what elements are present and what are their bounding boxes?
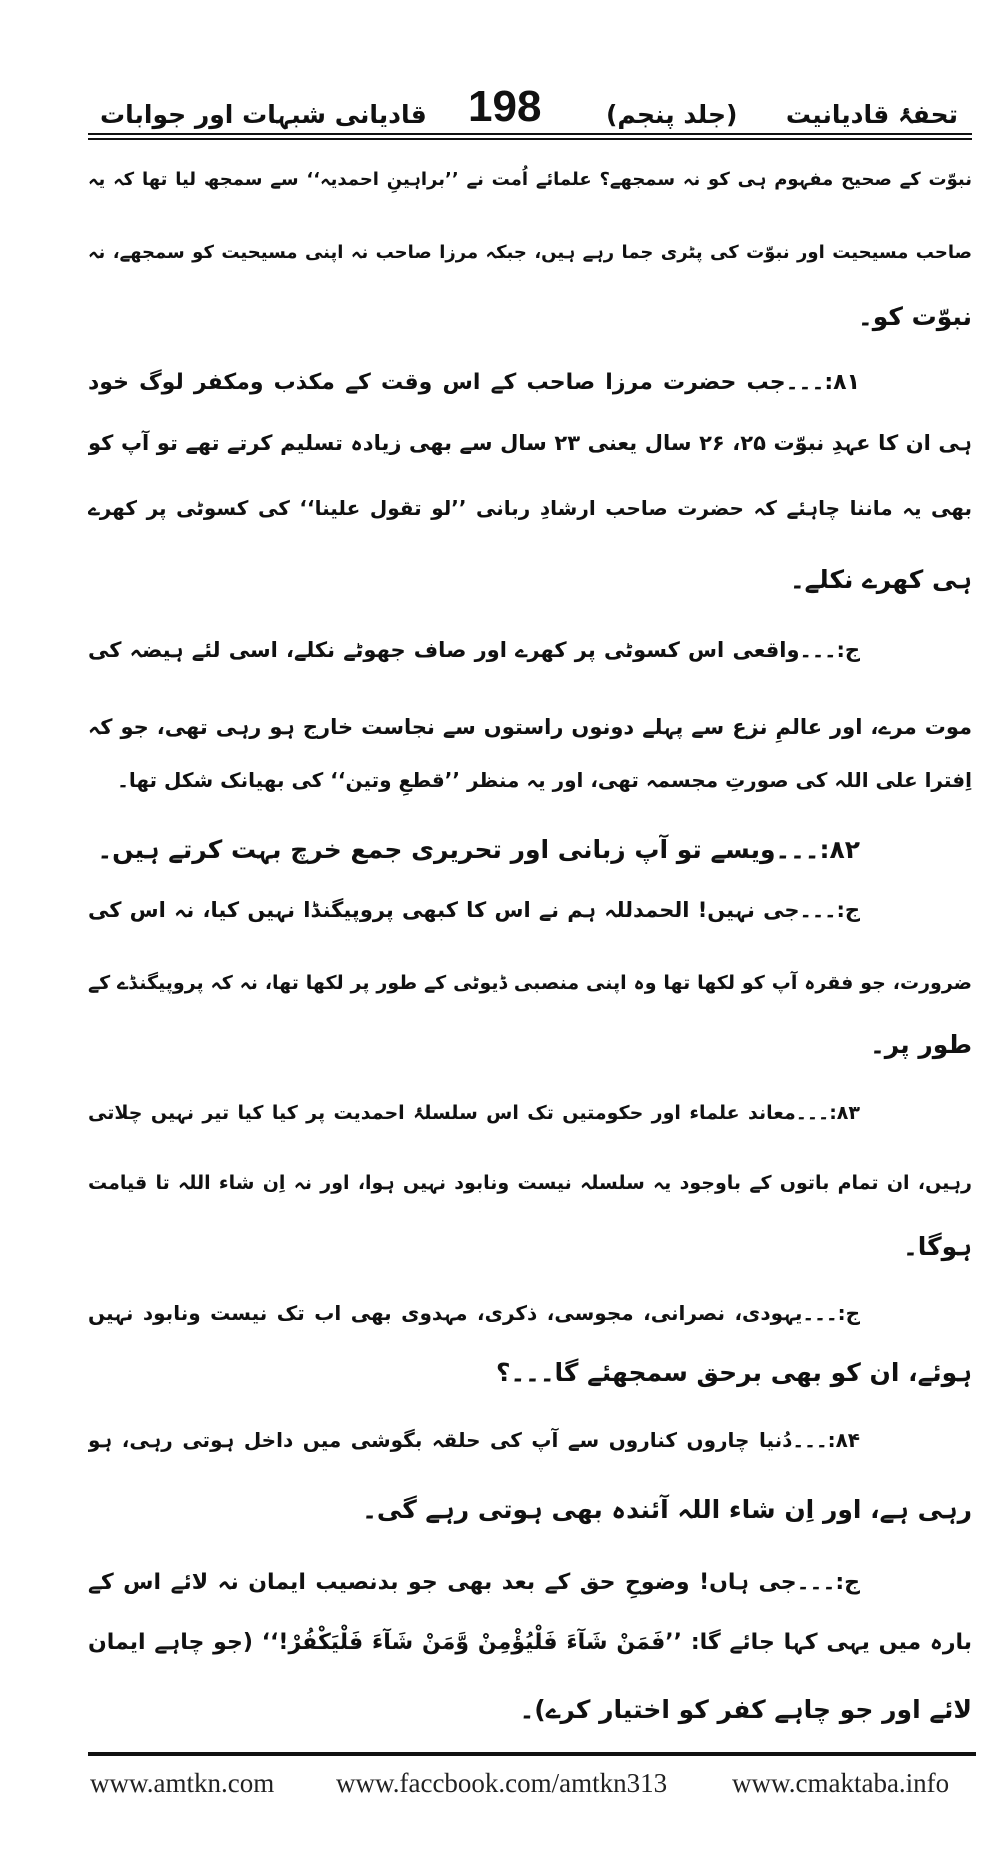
text-line: موت مرے، اور عالمِ نزع سے پہلے دونوں راستوں سے نجاست خارج ہو رہی تھی، جو کہ [88,715,972,739]
footer-link-cmaktaba[interactable]: www.cmaktaba.info [732,1768,950,1798]
text-line: ہی کھرے نکلے۔ [789,565,972,594]
text-line: ہوئے، ان کو بھی برحق سمجھئے گا۔۔۔؟ [496,1358,972,1387]
text-line: بھی یہ ماننا چاہئے کہ حضرت صاحب ارشادِ ربانی ’’لو تقول علینا‘‘ کی کسوٹی پر کھرے [88,496,972,520]
text-line: صاحب مسیحیت اور نبوّت کی پٹری جما رہے ہیں، جبکہ مرزا صاحب نہ اپنی مسیحیت کو سمجھے، نہ [88,242,972,263]
answer-81: ج:۔۔۔واقعی اس کسوٹی پر کھرے اور صاف جھوٹے نکلے، اسی لئے ہیضہ کی [88,638,860,662]
footer-link-facebook[interactable]: www.faccbook.com/amtkn313 [336,1768,668,1798]
volume-label: (جلد پنجم) [606,100,738,129]
answer-82: ج:۔۔۔جی نہیں! الحمدللہ ہم نے اس کا کبھی پروپیگنڈا نہیں کیا، نہ اس کی [88,898,860,922]
text-line: لائے اور جو چاہے کفر کو اختیار کرے)۔ [519,1695,972,1724]
text-line: نبوّت کو۔ [858,302,972,331]
footer-divider [88,1752,976,1756]
text-line: رہی ہے، اور اِن شاء اللہ آئندہ بھی ہوتی رہے گی۔ [362,1495,972,1524]
chapter-title: قادیانی شبہات اور جوابات [100,100,427,129]
answer-84: ج:۔۔۔جی ہاں! وضوحِ حق کے بعد بھی جو بدنصیب ایمان نہ لائے اس کے [88,1570,860,1595]
text-line: ہی ان کا عہدِ نبوّت ۲۵، ۲۶ سال یعنی ۲۳ سال سے بھی زیادہ تسلیم کرتے تھے تو آپ کو [88,431,972,455]
page-number: 198 [468,82,542,131]
book-title: تحفۂ قادیانیت [785,100,958,129]
question-82: ۸۲:۔۔۔ویسے تو آپ زبانی اور تحریری جمع خرچ بہت کرتے ہیں۔ [97,835,860,864]
text-line: اِفترا علی اللہ کی صورتِ مجسمہ تھی، اور یہ منظر ’’قطعِ وتین‘‘ کی بھیانک شکل تھا۔ [117,768,972,792]
text-line: ضرورت، جو فقرہ آپ کو لکھا تھا وہ اپنی منصبی ڈیوٹی کے طور پر لکھا تھا، نہ کہ پروپیگنڈے کے [88,972,972,994]
text-line: طور پر۔ [870,1030,972,1059]
question-84: ۸۴:۔۔۔دُنیا چاروں کناروں سے آپ کی حلقہ بگوشی میں داخل ہوتی رہی، ہو [88,1428,860,1452]
footer-link-amtkn[interactable]: www.amtkn.com [90,1768,275,1798]
text-line: نبوّت کے صحیح مفہوم ہی کو نہ سمجھے؟ علمائے اُمت نے ’’براہینِ احمدیہ‘‘ سے سمجھ لیا تھا کہ یہ [88,169,972,190]
question-83: ۸۳:۔۔۔معاند علماء اور حکومتیں تک اس سلسلۂ احمدیت پر کیا کیا تیر نہیں چلاتی [88,1102,860,1124]
question-81: ۸۱:۔۔۔جب حضرت مرزا صاحب کے اس وقت کے مکذب ومکفر لوگ خود [88,370,860,395]
text-line: رہیں، ان تمام باتوں کے باوجود یہ سلسلہ نیست ونابود نہیں ہوا، اور نہ اِن شاء اللہ تا قیامت [88,1172,972,1194]
text-line: بارہ میں یہی کہا جائے گا: ’’فَمَنْ شَآءَ فَلْیُؤْمِنْ وَّمَنْ شَآءَ فَلْیَکْفُرْ!‘‘ (جو چاہے ایمان [88,1630,972,1655]
header-divider [88,133,972,140]
text-line: ہوگا۔ [903,1232,972,1261]
answer-83: ج:۔۔۔یہودی، نصرانی، مجوسی، ذکری، مہدوی بھی اب تک نیست ونابود نہیں [88,1301,860,1325]
